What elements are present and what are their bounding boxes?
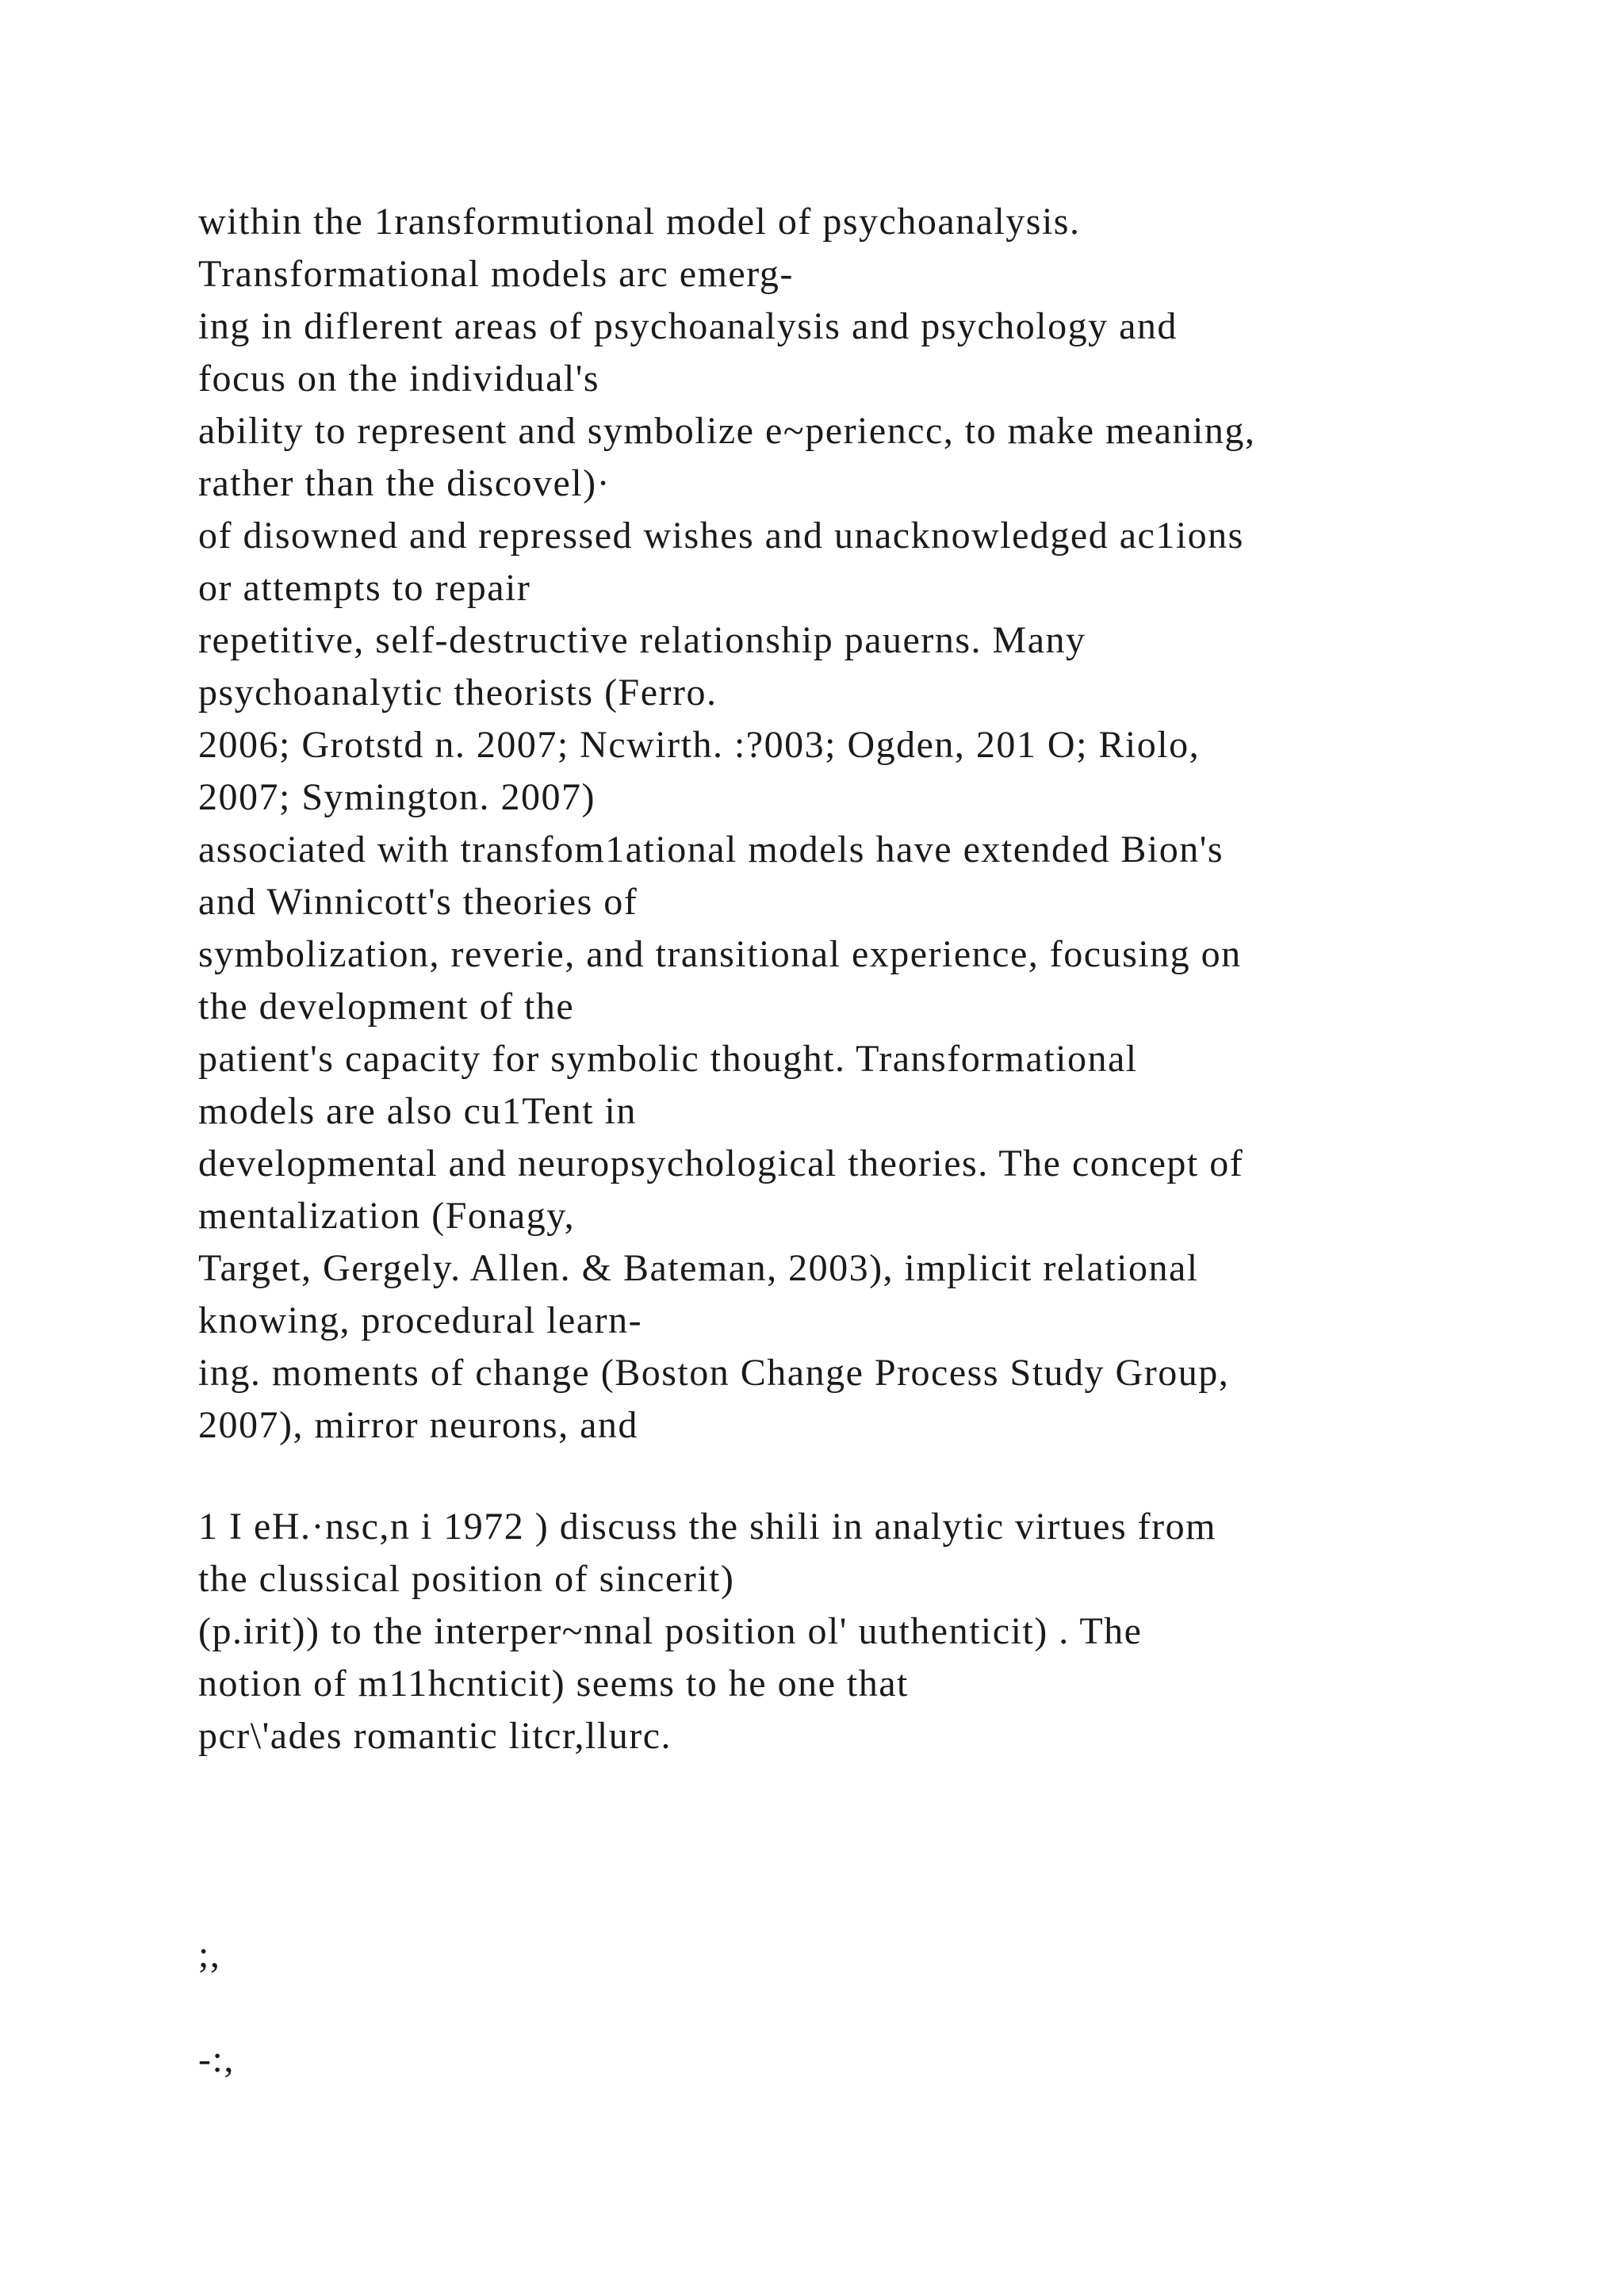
body-line: models are also cu1Tent in	[198, 1090, 637, 1132]
body-line: of disowned and repressed wishes and unacknowledged ac1ions	[198, 515, 1244, 557]
body-line: psychoanalytic theorists (Ferro.	[198, 672, 718, 714]
body-line: associated with transfom1ational models have extended Bion's	[198, 828, 1224, 871]
body-line: knowing, procedural learn-	[198, 1299, 643, 1341]
body-line: Target, Gergely. Allen. & Bateman, 2003), implicit relational	[198, 1247, 1199, 1289]
footnote-line: pcr\'ades romantic litcr,llurc.	[198, 1715, 672, 1757]
footnote	[198, 1501, 1546, 1762]
body-line: and Winnicott's theories of	[198, 881, 638, 923]
body-line: within the 1ransformutional model of psychoanalysis.	[198, 201, 1081, 243]
body-line: symbolization, reverie, and transitional experience, focusing on	[198, 933, 1242, 975]
body-text	[198, 196, 1546, 1452]
body-line: rather than the discovel)·	[198, 462, 611, 504]
body-line: or attempts to repair	[198, 567, 531, 609]
footnote-line: (p.irit)) to the interper~nnal position ol' uuthenticit) . The	[198, 1610, 1143, 1652]
stray-mark: -:,	[198, 2038, 235, 2080]
footnote-line: the clussical position of sincerit)	[198, 1558, 735, 1600]
body-line: repetitive, self-destructive relationship pauerns. Many	[198, 619, 1086, 661]
body-line: Transformational models arc emerg-	[198, 253, 794, 295]
body-line: ing. moments of change (Boston Change Process Study Group,	[198, 1352, 1230, 1394]
body-line: 2007; Symington. 2007)	[198, 776, 596, 818]
body-line: developmental and neuropsychological theories. The concept of	[198, 1142, 1244, 1184]
body-line: mentalization (Fonagy,	[198, 1195, 576, 1237]
body-line: the development of the	[198, 985, 575, 1027]
body-line: ing in diflerent areas of psychoanalysis and psychology and	[198, 305, 1178, 347]
body-line: ability to represent and symbolize e~periencc, to make meaning,	[198, 410, 1256, 452]
stray-mark: ;,	[198, 1934, 221, 1976]
body-line: 2006; Grotstd n. 2007; Ncwirth. :?003; Ogden, 201 O; Riolo,	[198, 724, 1201, 766]
body-line: focus on the individual's	[198, 358, 600, 400]
footnote-line: notion of m11hcnticit) seems to he one that	[198, 1663, 909, 1705]
body-line: 2007), mirror neurons, and	[198, 1404, 638, 1446]
footnote-line: 1 I eH.·nsc,n i 1972 ) discuss the shili in analytic virtues from	[198, 1506, 1216, 1548]
body-line: patient's capacity for symbolic thought. Transformational	[198, 1038, 1138, 1080]
